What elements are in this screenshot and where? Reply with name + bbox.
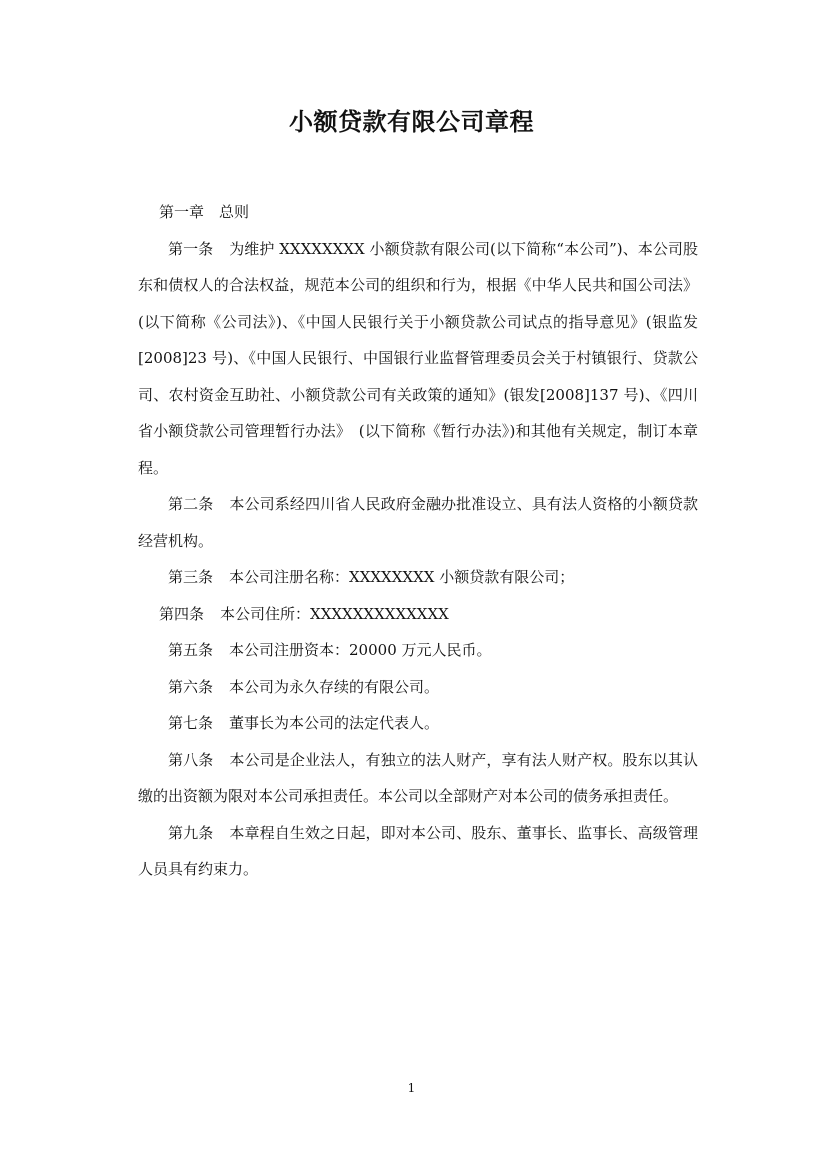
page-number: 1 — [407, 1081, 416, 1095]
article-label: 第五条 — [168, 641, 214, 659]
article-text: 本公司系经四川省人民政府金融办批准设立、具有法人资格的小额贷款经营机构。 — [138, 495, 698, 550]
article-text: 本章程自生效之日起，即对本公司、股东、董事长、监事长、高级管理人员具有约束力。 — [138, 823, 698, 878]
article-text: 本公司住所：XXXXXXXXXXXXX — [220, 604, 449, 623]
article-5 — [138, 632, 698, 669]
article-6 — [138, 669, 698, 706]
article-text: 为维护 XXXXXXXX 小额贷款有限公司(以下简称“本公司”)、本公司股东和债权人的合法权益，规范本公司的组织和行为，根据《中华人民共和国公司法》(以下简称《公司法》)、《中国人民银行关于小额贷款公司试点的指导意见》(银监发[2008]23 号)、《中国人民银行、中国银行业监督管理委员会关于村镇银行、贷款公司、农村资金互助社、小额贷款公司有关政策的通知》(银发[2008]137 号)、《四川省小额贷款公司管理暂行办法》 (以下简称《暂行办法》)和其他有关规定，制订本章程。 — [138, 239, 698, 477]
article-text: 本公司是企业法人，有独立的法人财产，享有法人财产权。股东以其认缴的出资额为限对本公司承担责任。本公司以全部财产对本公司的债务承担责任。 — [138, 750, 698, 805]
article-text: 董事长为本公司的法定代表人。 — [229, 714, 440, 732]
document-body — [138, 194, 698, 888]
article-9 — [138, 815, 698, 888]
article-4 — [138, 596, 698, 633]
article-3 — [138, 559, 698, 596]
article-label: 第九条 — [168, 823, 214, 842]
article-label: 第一条 — [168, 239, 214, 258]
article-text: 本公司注册名称：XXXXXXXX 小额贷款有限公司； — [229, 568, 575, 586]
article-7 — [138, 705, 698, 742]
document-title: 小额贷款有限公司章程 — [289, 107, 534, 136]
article-text: 本公司为永久存续的有限公司。 — [229, 677, 440, 696]
article-label: 第七条 — [168, 714, 214, 732]
chapter-heading: 第一章 总则 — [159, 203, 250, 221]
article-2 — [138, 486, 698, 559]
article-8 — [138, 742, 698, 815]
article-label: 第三条 — [168, 568, 214, 586]
article-label: 第四条 — [159, 604, 205, 623]
article-label: 第八条 — [168, 750, 214, 769]
article-label: 第二条 — [168, 495, 214, 513]
article-label: 第六条 — [168, 677, 214, 696]
article-1 — [138, 231, 698, 487]
article-text: 本公司注册资本：20000 万元人民币。 — [229, 641, 492, 659]
